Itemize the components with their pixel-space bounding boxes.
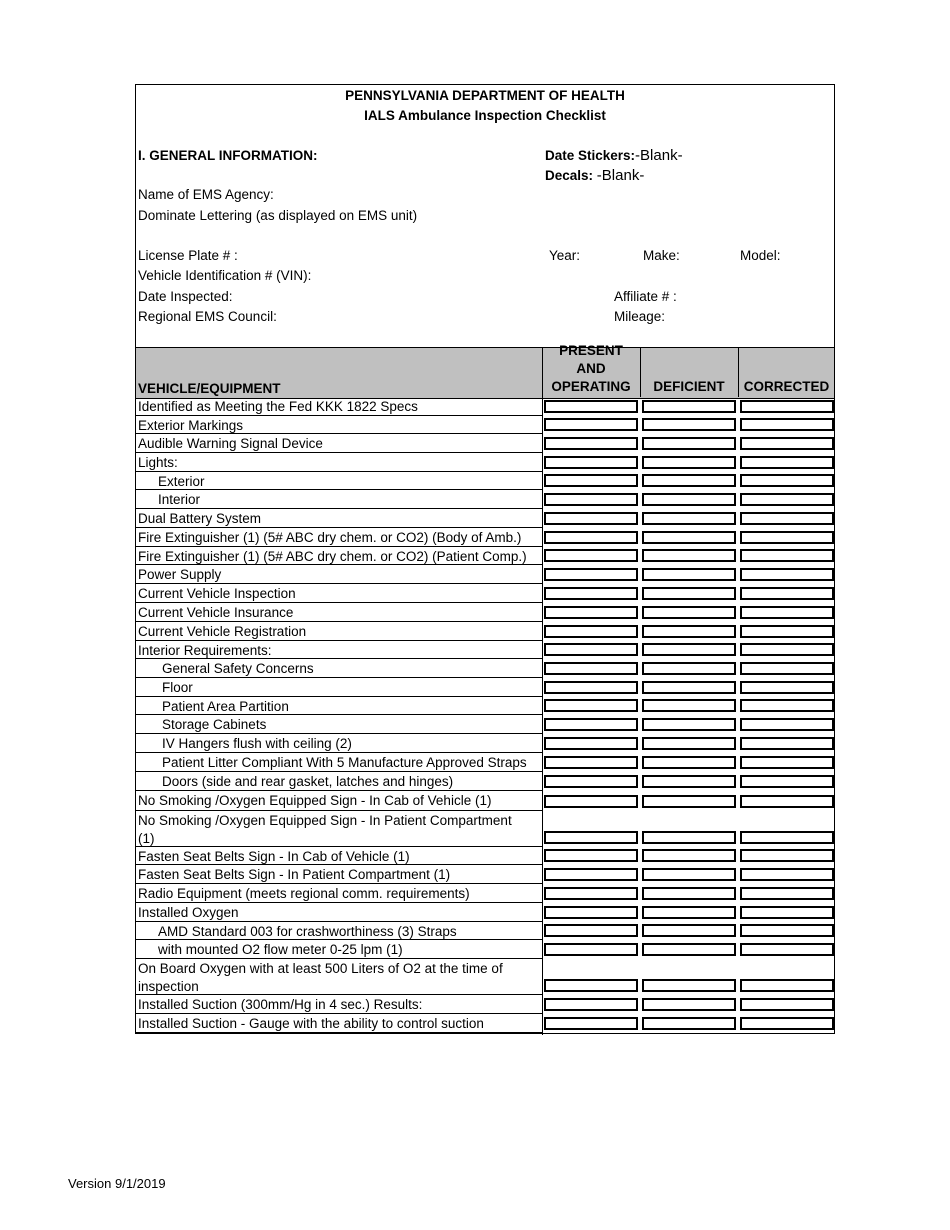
row-label: Identified as Meeting the Fed KKK 1822 Specs	[138, 399, 418, 414]
deficient-checkbox[interactable]	[642, 474, 736, 487]
deficient-checkbox[interactable]	[642, 531, 736, 544]
row-divider	[136, 546, 542, 547]
row-label: Storage Cabinets	[162, 717, 267, 732]
corrected-checkbox[interactable]	[740, 795, 834, 808]
row-divider	[136, 752, 542, 753]
row-divider	[136, 527, 542, 528]
row-label: Exterior Markings	[138, 418, 244, 433]
deficient-checkbox[interactable]	[642, 775, 736, 788]
deficient-checkbox[interactable]	[642, 849, 736, 862]
corrected-checkbox[interactable]	[740, 625, 834, 638]
department-title: PENNSYLVANIA DEPARTMENT OF HEALTH	[345, 88, 625, 103]
deficient-checkbox[interactable]	[642, 681, 736, 694]
corrected-checkbox[interactable]	[740, 437, 834, 450]
deficient-checkbox[interactable]	[642, 418, 736, 431]
deficient-checkbox[interactable]	[642, 549, 736, 562]
corrected-checkbox[interactable]	[740, 474, 834, 487]
corrected-checkbox[interactable]	[740, 456, 834, 469]
row-divider	[136, 994, 542, 995]
present-operating-checkbox[interactable]	[544, 662, 638, 675]
present-operating-checkbox[interactable]	[544, 979, 638, 992]
row-label: Fasten Seat Belts Sign - In Cab of Vehicle (1)	[138, 849, 410, 864]
col-header-vehicle-equipment: VEHICLE/EQUIPMENT	[138, 381, 281, 396]
corrected-checkbox[interactable]	[740, 906, 834, 919]
corrected-checkbox[interactable]	[740, 568, 834, 581]
row-label: Interior	[158, 492, 201, 507]
row-divider	[136, 958, 542, 959]
row-label: Radio Equipment (meets regional comm. requirements)	[138, 886, 470, 901]
vin-label: Vehicle Identification # (VIN):	[138, 268, 312, 283]
deficient-checkbox[interactable]	[642, 437, 736, 450]
present-operating-checkbox[interactable]	[544, 456, 638, 469]
row-label: Patient Area Partition	[162, 699, 289, 714]
date-stickers-field	[545, 147, 683, 164]
affiliate-label: Affiliate # :	[614, 289, 677, 304]
row-divider	[136, 939, 542, 940]
present-operating-checkbox[interactable]	[544, 549, 638, 562]
deficient-checkbox[interactable]	[642, 756, 736, 769]
row-label: (1)	[138, 831, 155, 846]
deficient-checkbox[interactable]	[642, 998, 736, 1011]
row-label: No Smoking /Oxygen Equipped Sign - In Cab of Vehicle (1)	[138, 793, 492, 808]
row-label: Fasten Seat Belts Sign - In Patient Compartment (1)	[138, 867, 451, 882]
year-label: Year:	[549, 248, 581, 263]
present-operating-checkbox[interactable]	[544, 531, 638, 544]
present-operating-checkbox[interactable]	[544, 718, 638, 731]
row-divider	[136, 810, 542, 811]
row-divider	[136, 602, 542, 603]
present-operating-checkbox[interactable]	[544, 493, 638, 506]
row-divider	[136, 1032, 542, 1033]
row-divider	[136, 452, 542, 453]
column-divider	[640, 347, 641, 397]
model-label: Model:	[740, 248, 781, 263]
row-label: Installed Suction - Gauge with the ability to control suction	[138, 1016, 484, 1031]
corrected-checkbox[interactable]	[740, 979, 834, 992]
row-label: Dual Battery System	[138, 511, 262, 526]
row-label: Current Vehicle Inspection	[138, 586, 296, 601]
row-label: Doors (side and rear gasket, latches and hinges)	[162, 774, 454, 789]
corrected-checkbox[interactable]	[740, 699, 834, 712]
corrected-checkbox[interactable]	[740, 831, 834, 844]
corrected-checkbox[interactable]	[740, 718, 834, 731]
row-divider	[136, 621, 542, 622]
mileage-label: Mileage:	[614, 309, 666, 324]
deficient-checkbox[interactable]	[642, 662, 736, 675]
present-operating-checkbox[interactable]	[544, 998, 638, 1011]
row-label: Interior Requirements:	[138, 643, 272, 658]
row-divider	[136, 564, 542, 565]
deficient-checkbox[interactable]	[642, 400, 736, 413]
row-label: Current Vehicle Registration	[138, 624, 307, 639]
deficient-checkbox[interactable]	[642, 493, 736, 506]
present-operating-checkbox[interactable]	[544, 643, 638, 656]
version-label: Version 9/1/2019	[68, 1176, 166, 1191]
row-label: Installed Oxygen	[138, 905, 239, 920]
decals-label: Decals:	[545, 168, 594, 183]
row-divider	[136, 677, 542, 678]
present-operating-checkbox[interactable]	[544, 1017, 638, 1030]
deficient-checkbox[interactable]	[642, 456, 736, 469]
corrected-checkbox[interactable]	[740, 775, 834, 788]
table-header	[136, 343, 834, 399]
present-operating-checkbox[interactable]	[544, 625, 638, 638]
col-header-deficient: DEFICIENT	[653, 379, 725, 394]
make-label: Make:	[643, 248, 680, 263]
present-operating-checkbox[interactable]	[544, 737, 638, 750]
row-label: inspection	[138, 979, 199, 994]
present-operating-checkbox[interactable]	[544, 681, 638, 694]
row-divider	[136, 771, 542, 772]
inspection-form	[135, 84, 835, 1034]
license-plate-label: License Plate # :	[138, 248, 238, 263]
deficient-checkbox[interactable]	[642, 568, 736, 581]
corrected-checkbox[interactable]	[740, 868, 834, 881]
deficient-checkbox[interactable]	[642, 512, 736, 525]
deficient-checkbox[interactable]	[642, 943, 736, 956]
row-divider	[136, 658, 542, 659]
col-header-present-operating: PRESENT AND OPERATING	[551, 343, 631, 394]
present-operating-checkbox[interactable]	[544, 587, 638, 600]
present-operating-checkbox[interactable]	[544, 756, 638, 769]
row-label: Lights:	[138, 455, 178, 470]
deficient-checkbox[interactable]	[642, 795, 736, 808]
corrected-checkbox[interactable]	[740, 756, 834, 769]
row-label: IV Hangers flush with ceiling (2)	[162, 736, 352, 751]
column-divider	[738, 347, 739, 397]
present-operating-checkbox[interactable]	[544, 418, 638, 431]
row-divider	[136, 696, 542, 697]
corrected-checkbox[interactable]	[740, 924, 834, 937]
row-divider	[136, 1013, 542, 1014]
corrected-checkbox[interactable]	[740, 681, 834, 694]
present-operating-checkbox[interactable]	[544, 849, 638, 862]
corrected-checkbox[interactable]	[740, 418, 834, 431]
corrected-checkbox[interactable]	[740, 887, 834, 900]
deficient-checkbox[interactable]	[642, 587, 736, 600]
present-operating-checkbox[interactable]	[544, 699, 638, 712]
date-stickers-value: -Blank-	[635, 147, 683, 164]
present-operating-checkbox[interactable]	[544, 795, 638, 808]
row-label: Current Vehicle Insurance	[138, 605, 294, 620]
regional-council-label: Regional EMS Council:	[138, 309, 277, 324]
row-divider	[136, 733, 542, 734]
corrected-checkbox[interactable]	[740, 737, 834, 750]
deficient-checkbox[interactable]	[642, 906, 736, 919]
row-divider	[136, 508, 542, 509]
deficient-checkbox[interactable]	[642, 718, 736, 731]
present-operating-checkbox[interactable]	[544, 400, 638, 413]
row-divider	[136, 902, 542, 903]
row-label: Power Supply	[138, 567, 222, 582]
corrected-checkbox[interactable]	[740, 587, 834, 600]
corrected-checkbox[interactable]	[740, 643, 834, 656]
row-label: AMD Standard 003 for crashworthiness (3) Straps	[158, 924, 457, 939]
present-operating-checkbox[interactable]	[544, 906, 638, 919]
deficient-checkbox[interactable]	[642, 831, 736, 844]
corrected-checkbox[interactable]	[740, 549, 834, 562]
deficient-checkbox[interactable]	[642, 699, 736, 712]
general-info-heading: I. GENERAL INFORMATION:	[138, 148, 318, 163]
present-operating-checkbox[interactable]	[544, 606, 638, 619]
date-stickers-label: Date Stickers:	[545, 148, 636, 163]
present-operating-checkbox[interactable]	[544, 437, 638, 450]
row-label: No Smoking /Oxygen Equipped Sign - In Patient Compartment	[138, 813, 512, 828]
deficient-checkbox[interactable]	[642, 924, 736, 937]
row-divider	[136, 489, 542, 490]
corrected-checkbox[interactable]	[740, 606, 834, 619]
checklist-title: IALS Ambulance Inspection Checklist	[364, 108, 606, 123]
row-label: Audible Warning Signal Device	[138, 436, 323, 451]
present-operating-checkbox[interactable]	[544, 887, 638, 900]
present-operating-checkbox[interactable]	[544, 868, 638, 881]
corrected-checkbox[interactable]	[740, 531, 834, 544]
present-operating-checkbox[interactable]	[544, 474, 638, 487]
row-divider	[136, 640, 542, 641]
row-divider	[136, 583, 542, 584]
deficient-checkbox[interactable]	[642, 625, 736, 638]
row-label: Fire Extinguisher (1) (5# ABC dry chem. or CO2) (Body of Amb.)	[138, 530, 522, 545]
corrected-checkbox[interactable]	[740, 493, 834, 506]
deficient-checkbox[interactable]	[642, 887, 736, 900]
agency-label: Name of EMS Agency:	[138, 187, 274, 202]
present-operating-checkbox[interactable]	[544, 568, 638, 581]
row-label: On Board Oxygen with at least 500 Liters of O2 at the time of	[138, 961, 503, 976]
deficient-checkbox[interactable]	[642, 868, 736, 881]
lettering-label: Dominate Lettering (as displayed on EMS unit)	[138, 208, 418, 223]
row-label: Floor	[162, 680, 193, 695]
row-divider	[136, 714, 542, 715]
deficient-checkbox[interactable]	[642, 737, 736, 750]
column-divider	[542, 347, 543, 1035]
present-operating-checkbox[interactable]	[544, 512, 638, 525]
deficient-checkbox[interactable]	[642, 979, 736, 992]
row-divider	[136, 921, 542, 922]
corrected-checkbox[interactable]	[740, 1017, 834, 1030]
row-divider	[136, 864, 542, 865]
decals-value: -Blank-	[596, 167, 645, 184]
corrected-checkbox[interactable]	[740, 662, 834, 675]
present-operating-checkbox[interactable]	[544, 924, 638, 937]
deficient-checkbox[interactable]	[642, 1017, 736, 1030]
row-label: Exterior	[158, 474, 205, 489]
row-divider	[136, 883, 542, 884]
row-label: with mounted O2 flow meter 0-25 lpm (1)	[158, 942, 403, 957]
row-divider	[136, 846, 542, 847]
corrected-checkbox[interactable]	[740, 943, 834, 956]
row-label: General Safety Concerns	[162, 661, 314, 676]
corrected-checkbox[interactable]	[740, 512, 834, 525]
row-divider	[136, 415, 542, 416]
decals-field	[545, 167, 644, 184]
row-label: Patient Litter Compliant With 5 Manufacture Approved Straps	[162, 755, 527, 770]
corrected-checkbox[interactable]	[740, 400, 834, 413]
row-divider	[136, 471, 542, 472]
row-divider	[136, 433, 542, 434]
present-operating-checkbox[interactable]	[544, 943, 638, 956]
row-label: Fire Extinguisher (1) (5# ABC dry chem. or CO2) (Patient Comp.)	[138, 549, 527, 564]
row-divider	[136, 790, 542, 791]
row-label: Installed Suction (300mm/Hg in 4 sec.) Results:	[138, 997, 423, 1012]
col-header-corrected: CORRECTED	[743, 379, 830, 394]
present-operating-checkbox[interactable]	[544, 775, 638, 788]
deficient-checkbox[interactable]	[642, 643, 736, 656]
deficient-checkbox[interactable]	[642, 606, 736, 619]
corrected-checkbox[interactable]	[740, 998, 834, 1011]
date-inspected-label: Date Inspected:	[138, 289, 233, 304]
present-operating-checkbox[interactable]	[544, 831, 638, 844]
corrected-checkbox[interactable]	[740, 849, 834, 862]
